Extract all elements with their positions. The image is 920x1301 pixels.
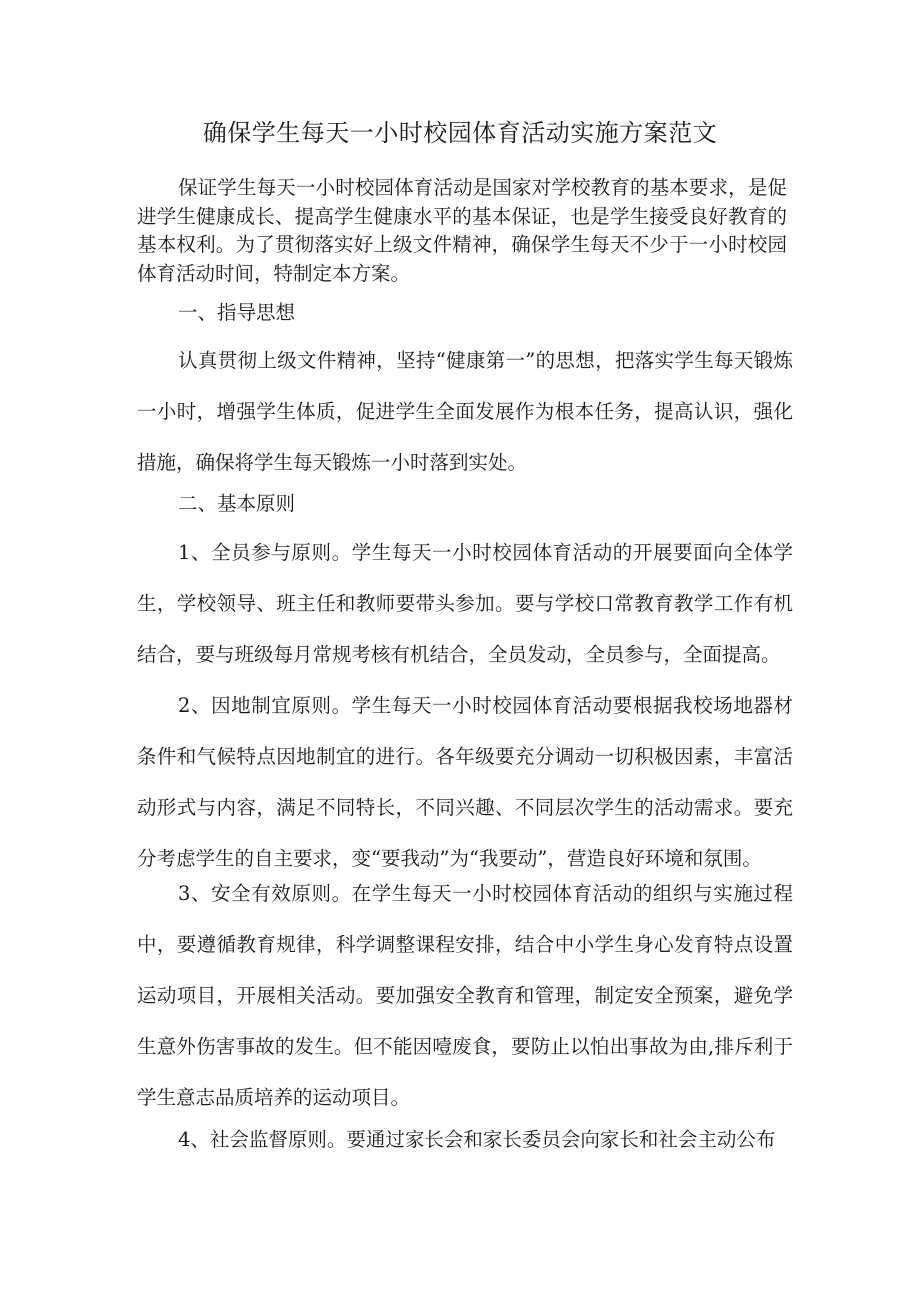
intro-paragraph: 保证学生每天一小时校园体育活动是国家对学校教育的基本要求，是促进学生健康成长、提高学生健康水平的基本保证，也是学生接受良好教育的基本权利。为了贯彻落实好上级文件精神，确保学生每天不少于一小时校园体育活动时间，特制定本方案。 xyxy=(137,176,787,285)
principle-2-paragraph: 2、因地制宜原则。学生每天一小时校园体育活动要根据我校场地器材条件和气候特点因地制宜的进行。各年级要充分调动一切积极因素，丰富活动形式与内容，满足不同特长，不同兴趣、不同层次学生的活动需求。要充分考虑学生的自主要求，变“要我动”为“我要动”，营造良好环境和氛围。 xyxy=(137,694,793,870)
document-title: 确保学生每天一小时校园体育活动实施方案范文 xyxy=(202,119,718,147)
principle-3-paragraph: 3、安全有效原则。在学生每天一小时校园体育活动的组织与实施过程中，要遵循教育规律，科学调整课程安排，结合中小学生身心发育特点设置运动项目，开展相关活动。要加强安全教育和管理，制定安全预案，避免学生意外伤害事故的发生。但不能因噎废食，要防止以怕出事故为由,排斥利于学生意志品质培养的运动项目。 xyxy=(137,882,793,1109)
section-heading-guiding-ideology: 一、指导思想 xyxy=(178,301,296,324)
section-heading-basic-principles: 二、基本原则 xyxy=(178,492,296,515)
principle-4-paragraph: 4、社会监督原则。要通过家长会和家长委员会向家长和社会主动公布 xyxy=(178,1128,776,1151)
guiding-ideology-paragraph: 认真贯彻上级文件精神，坚持“健康第一”的思想，把落实学生每天锻炼一小时，增强学生体质，促进学生全面发展作为根本任务，提高认识，强化措施，确保将学生每天锻炼一小时落到实处。 xyxy=(137,349,793,474)
principle-1-paragraph: 1、全员参与原则。学生每天一小时校园体育活动的开展要面向全体学生，学校领导、班主任和教师要带头参加。要与学校口常教育教学工作有机结合，要与班级每月常规考核有机结合，全员发动，全员参与，全面提高。 xyxy=(137,541,793,666)
